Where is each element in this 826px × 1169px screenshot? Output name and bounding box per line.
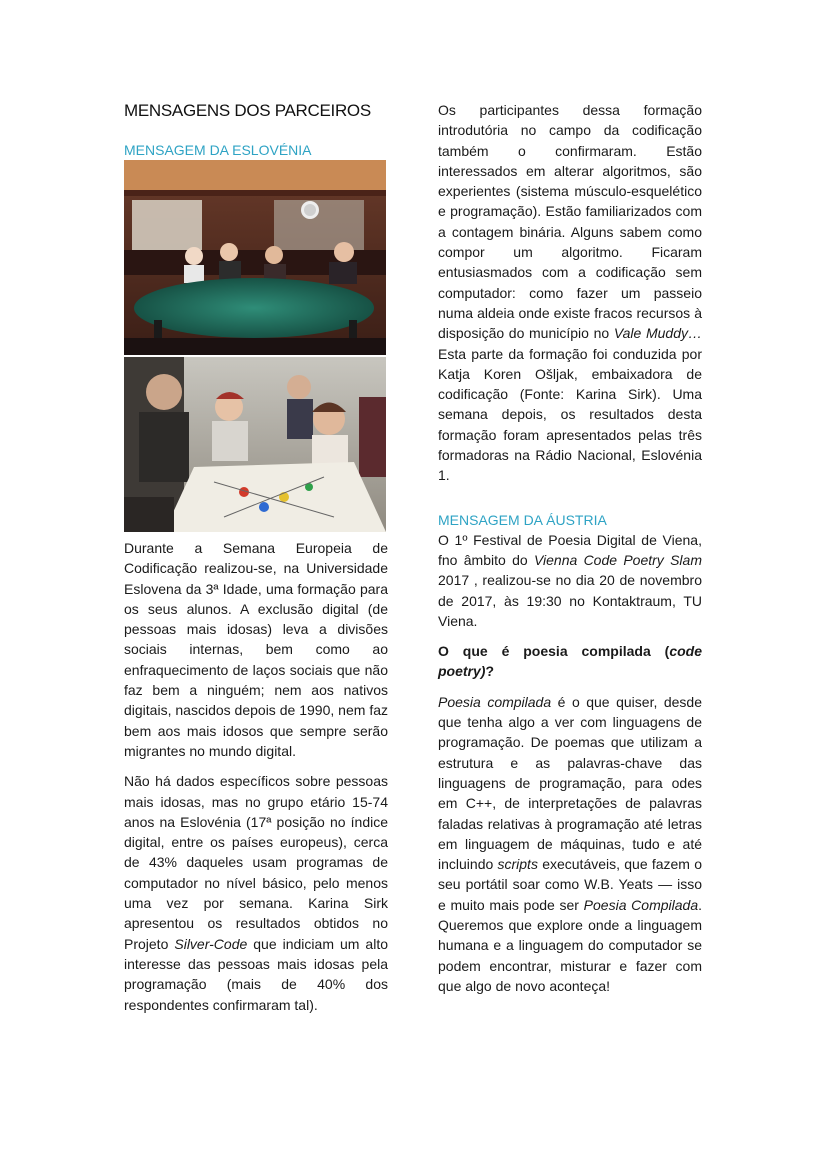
radio-studio-photo (124, 160, 386, 355)
slovenia-paragraph-1: Durante a Semana Europeia de Codificação realizou-se, na Universidade Eslovena da 3ª Idade, uma formação para os seus alunos. A exclusão digital (de pessoas mais idosas) leva a divisões sociais internas, bem como ao enfraquecimento de laços sociais que não faz bem a ninguém; nem aos nativos digitais, nascidos depois de 1990, nem faz bem aos mais idosos que sempre serão migrantes no mundo digital. (124, 540, 388, 759)
austria-heading: MENSAGEM DA ÁUSTRIA (438, 511, 607, 528)
workshop-photo (124, 357, 386, 532)
left-column (124, 100, 388, 1025)
code-poetry-question: O que é poesia compilada (code poetry)? (438, 643, 702, 680)
austria-paragraph-2: Poesia compilada é o que quiser, desde que tenha algo a ver com linguagens de programação. De poemas que utilizam a estrutura e as palavras-chave das linguagens de programação, para odes em C++, de interpretações de palavras faladas relativas à programação até letras em linguagem de máquinas, tudo e até incluindo scripts executáveis, que fazem o seu portátil soar como W.B. Yeats — isso e muito mais pode ser Poesia Compilada. Queremos que explore onde a linguagem humana e a linguagem do computador se podem encontrar, misturar e fazer com que algo de novo aconteça! (438, 693, 702, 994)
page-title: MENSAGENS DOS PARCEIROS (124, 101, 371, 120)
slovenia-heading: MENSAGEM DA ESLOVÉNIA (124, 142, 312, 158)
right-column (438, 100, 702, 1006)
slovenia-paragraph-3: Os participantes dessa formação introdutória no campo da codificação também o confirmaram. Estão interessados em alterar algoritmos, são experientes (sistema músculo-esquelético e programação). Estão familiarizados com a contagem binária. Alguns sabem como compor um algoritmo. Ficaram entusiasmados com a codificação sem computador: como fazer um passeio numa aldeia onde existe fracos recursos à disposição do município no Vale Muddy… Esta parte da formação foi conduzida por Katja Koren Ošljak, embaixadora de codificação (Fonte: Karina Sirk). Uma semana depois, os resultados desta formação foram apresentados pelas três formadoras na Rádio Nacional, Eslovénia 1. (438, 102, 702, 484)
austria-paragraph-1: O 1º Festival de Poesia Digital de Viena, fno âmbito do Vienna Code Poetry Slam 2017 , realizou-se no dia 20 de novembro de 2017, às 19:30 no Kontaktraum, TU Viena. (438, 531, 702, 629)
slovenia-paragraph-2: Não há dados específicos sobre pessoas mais idosas, mas no grupo etário 15-74 anos na Eslovénia (17ª posição no índice digital, entre os países europeus), cerca de 43% daqueles usam programas de computador no nível básico, pelo menos uma vez por semana. Karina Sirk apresentou os resultados obtidos no Projeto Silver-Code que indiciam um alto interesse das pessoas mais idosas pela programação (mais de 40% dos respondentes confirmaram tal). (124, 773, 389, 1013)
